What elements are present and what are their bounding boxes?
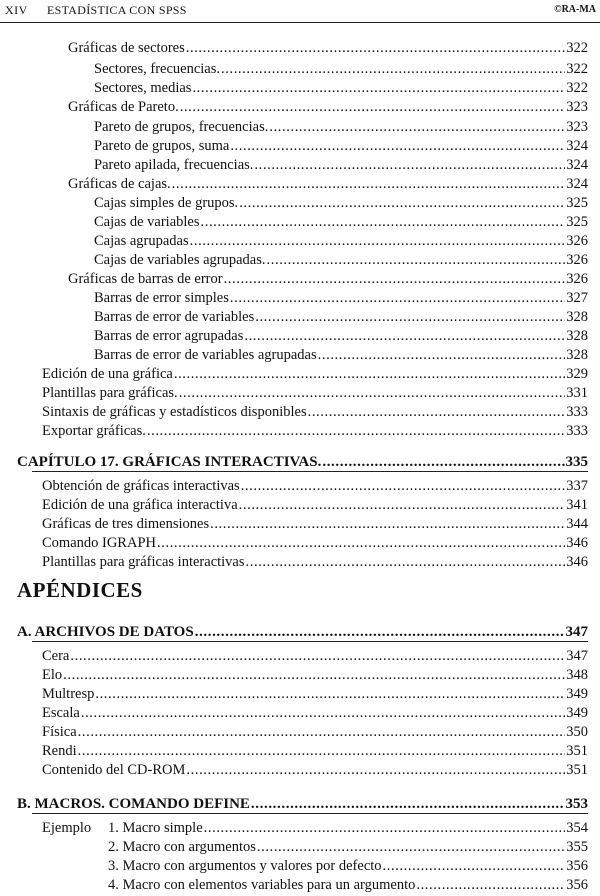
toc-entry-title: Cajas simples de grupos. <box>94 195 239 211</box>
toc-entry-page: 323 <box>566 119 588 135</box>
toc-entry-page: 341 <box>566 497 588 513</box>
toc-entry-title: Edición de una gráfica interactiva <box>42 497 238 513</box>
toc-entry-title: Pareto apilada, frecuencias. <box>94 157 254 173</box>
toc-entry-title: Física <box>42 724 77 740</box>
toc-entry-page: 326 <box>566 271 588 287</box>
toc-entry[interactable] <box>94 250 588 270</box>
toc-entry-page: 349 <box>566 705 588 721</box>
toc-entry[interactable] <box>42 552 588 572</box>
toc-entry-page: 337 <box>566 478 588 494</box>
toc-entry-page: 356 <box>566 877 588 893</box>
toc-entry-page: 322 <box>566 61 588 77</box>
toc-entry-page: 350 <box>566 724 588 740</box>
toc-entry-title: Exportar gráficas. <box>42 423 146 439</box>
toc-entry-title: Contenido del CD-ROM <box>42 762 186 778</box>
toc-entry-title: Comando IGRAPH <box>42 535 156 551</box>
appendix-title: B. MACROS. COMANDO DEFINE <box>17 796 250 812</box>
toc-entry-page: 346 <box>566 535 588 551</box>
toc-entry[interactable] <box>94 117 588 137</box>
toc-entry-page: 348 <box>566 667 588 683</box>
toc-entry-title: Pareto de grupos, suma <box>94 138 230 154</box>
toc-entry-title: Gráficas de barras de error <box>68 271 223 287</box>
toc-entry-title: Cajas de variables <box>94 214 200 230</box>
toc-entry[interactable] <box>94 78 588 98</box>
chapter-heading[interactable] <box>17 452 588 472</box>
toc-entry-title: Obtención de gráficas interactivas <box>42 478 240 494</box>
toc-entry-title: Barras de error de variables <box>94 309 255 325</box>
toc-entry[interactable] <box>42 402 588 422</box>
toc-entry-page: 333 <box>566 423 588 439</box>
toc-entry-page: 326 <box>566 252 588 268</box>
toc-entry[interactable] <box>94 193 588 213</box>
toc-entry-page: 325 <box>566 195 588 211</box>
toc-entry-title: Cajas de variables agrupadas. <box>94 252 266 268</box>
appendix-heading[interactable] <box>17 622 588 642</box>
toc-entry[interactable] <box>94 59 588 79</box>
toc-entry[interactable] <box>42 665 588 685</box>
toc-entry-page: 351 <box>566 762 588 778</box>
toc-entry[interactable] <box>94 326 588 346</box>
toc-entry[interactable] <box>42 514 588 534</box>
toc-entry-title: Gráficas de sectores <box>68 40 185 56</box>
toc-entry[interactable] <box>94 212 588 232</box>
toc-entry[interactable] <box>42 741 588 761</box>
toc-entry-page: 327 <box>566 290 588 306</box>
toc-entry-title: 3. Macro con argumentos y valores por defecto <box>108 858 382 874</box>
toc-entry-title: Plantillas para gráficas. <box>42 385 178 401</box>
toc-entry-page: 326 <box>566 233 588 249</box>
appendix-rule <box>32 641 588 642</box>
page-number: XIV <box>5 3 28 17</box>
book-title: ESTADÍSTICA CON SPSS <box>47 3 187 17</box>
toc-entry[interactable] <box>42 533 588 553</box>
toc-entry-title: 1. Macro simple <box>108 820 203 836</box>
chapter-rule <box>32 471 588 472</box>
appendix-rule <box>32 813 588 814</box>
appendices-heading: APÉNDICES <box>17 578 143 602</box>
toc-entry[interactable] <box>68 97 588 117</box>
toc-entry-page: 328 <box>566 328 588 344</box>
toc-entry[interactable] <box>68 269 588 289</box>
toc-entry-page: 329 <box>566 366 588 382</box>
toc-entry[interactable] <box>42 364 588 384</box>
toc-entry-page: 351 <box>566 743 588 759</box>
toc-entry-page: 324 <box>566 138 588 154</box>
toc-entry-page: 322 <box>566 80 588 96</box>
toc-entry-page: 324 <box>566 157 588 173</box>
toc-entry-title: Pareto de grupos, frecuencias. <box>94 119 269 135</box>
toc-entry[interactable] <box>94 231 588 251</box>
toc-entry-page: 347 <box>566 648 588 664</box>
toc-entry-title: Sintaxis de gráficas y estadísticos disponibles <box>42 404 307 420</box>
toc-entry-title: 4. Macro con elementos variables para un argumento <box>108 877 416 893</box>
toc-entry[interactable] <box>94 345 588 365</box>
appendix-title: A. ARCHIVOS DE DATOS <box>17 624 194 640</box>
toc-entry[interactable] <box>42 383 588 403</box>
toc-entry-title: Sectores, frecuencias. <box>94 61 221 77</box>
toc-entry[interactable] <box>94 136 588 156</box>
toc-entry[interactable] <box>42 760 588 780</box>
toc-entry[interactable] <box>42 703 588 723</box>
toc-entry-title: Cera <box>42 648 70 664</box>
toc-entry[interactable] <box>108 818 588 838</box>
toc-entry[interactable] <box>94 307 588 327</box>
appendix-heading[interactable] <box>17 794 588 814</box>
toc-entry-page: 325 <box>566 214 588 230</box>
toc-entry[interactable] <box>108 837 588 857</box>
toc-entry-title: Elo <box>42 667 63 683</box>
toc-entry-page: 333 <box>566 404 588 420</box>
toc-entry-title: Gráficas de tres dimensiones <box>42 516 210 532</box>
toc-entry-page: 323 <box>566 99 588 115</box>
toc-entry[interactable] <box>108 875 588 895</box>
toc-entry-title: 2. Macro con argumentos <box>108 839 256 855</box>
toc-entry-page: 344 <box>566 516 588 532</box>
toc-entry[interactable] <box>108 856 588 876</box>
toc-entry-page: 328 <box>566 347 588 363</box>
toc-entry-page: 346 <box>566 554 588 570</box>
toc-entry-page: 322 <box>566 40 588 56</box>
appendix-page: 353 <box>565 796 588 812</box>
toc-entry-page: 331 <box>566 385 588 401</box>
toc-entry[interactable] <box>68 174 588 194</box>
toc-entry-page: 328 <box>566 309 588 325</box>
example-label: Ejemplo <box>42 820 92 836</box>
toc-entry-title: Gráficas de Pareto. <box>68 99 179 115</box>
toc-entry-title: Gráficas de cajas. <box>68 176 171 192</box>
toc-entry[interactable] <box>94 155 588 175</box>
toc-entry[interactable] <box>42 476 588 496</box>
chapter-page: 335 <box>565 454 588 470</box>
toc-entry-title: Edición de una gráfica <box>42 366 173 382</box>
toc-entry-page: 354 <box>566 820 588 836</box>
toc-entry[interactable] <box>42 684 588 704</box>
chapter-title: CAPÍTULO 17. GRÁFICAS INTERACTIVAS. <box>17 454 322 470</box>
toc-entry-title: Barras de error simples <box>94 290 229 306</box>
toc-entry-page: 356 <box>566 858 588 874</box>
toc-entry[interactable] <box>42 495 588 515</box>
toc-entry[interactable] <box>42 421 588 441</box>
toc-entry-title: Escala <box>42 705 80 721</box>
toc-entry[interactable] <box>68 38 588 58</box>
toc-entry[interactable] <box>42 722 588 742</box>
publisher-mark: ©RA-MA <box>554 4 596 15</box>
toc-entry[interactable] <box>42 646 588 666</box>
toc-entry-title: Barras de error de variables agrupadas <box>94 347 317 363</box>
toc-entry[interactable] <box>94 288 588 308</box>
toc-entry-title: Rendi <box>42 743 77 759</box>
toc-entry-page: 355 <box>566 839 588 855</box>
appendix-page: 347 <box>565 624 588 640</box>
toc-entry-page: 349 <box>566 686 588 702</box>
toc-entry-title: Multresp <box>42 686 95 702</box>
toc-entry-page: 324 <box>566 176 588 192</box>
toc-entry-title: Sectores, medias <box>94 80 192 96</box>
toc-entry-title: Barras de error agrupadas <box>94 328 244 344</box>
toc-entry-title: Plantillas para gráficas interactivas <box>42 554 245 570</box>
toc-entry-title: Cajas agrupadas <box>94 233 189 249</box>
